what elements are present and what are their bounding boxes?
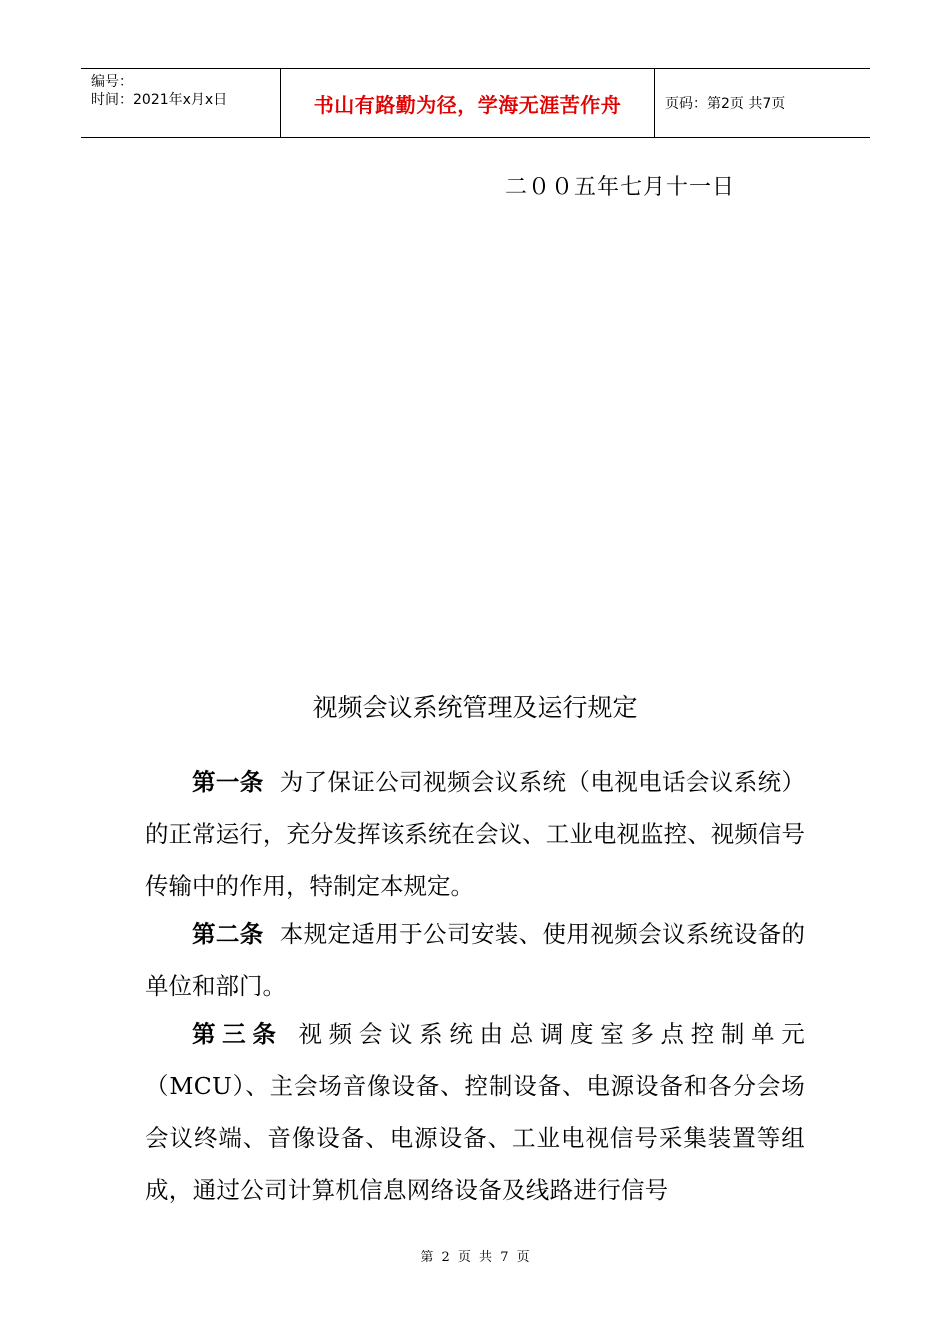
header-page-cell	[655, 69, 870, 137]
article-label: 第三条	[192, 1020, 283, 1048]
page-info: 页码：第2页 共7页	[665, 96, 786, 112]
article-text: 视频会议系统由总调度室多点控制单元（MCU）、主会场音像设备、控制设备、电源设备和各分会场会议终端、音像设备、电源设备、工业电视信号采集装置等组成，通过公司计算机信息网络设备及线路进行信号	[145, 1020, 805, 1204]
header-motto-cell	[281, 69, 655, 137]
article-text: 本规定适用于公司安装、使用视频会议系统设备的单位和部门。	[145, 920, 805, 1000]
date-line: 二００五年七月十一日	[505, 175, 736, 200]
time-label: 时间：2021年x月x日	[91, 92, 228, 108]
header-table	[81, 68, 870, 138]
article-label: 第一条	[192, 768, 264, 796]
motto-text: 书山有路勤为径，学海无涯苦作舟	[313, 92, 622, 117]
document-title: 视频会议系统管理及运行规定	[312, 693, 638, 722]
article-paragraph	[145, 908, 805, 1012]
code-label: 编号：	[91, 74, 133, 90]
page-footer: 第 2 页 共 7 页	[420, 1250, 530, 1265]
article-text: 为了保证公司视频会议系统（电视电话会议系统）的正常运行，充分发挥该系统在会议、工业电视监控、视频信号传输中的作用，特制定本规定。	[145, 768, 805, 900]
header-meta-cell	[81, 69, 281, 137]
article-label: 第二条	[192, 920, 264, 948]
article-paragraph	[145, 756, 805, 912]
article-paragraph	[145, 1008, 805, 1216]
